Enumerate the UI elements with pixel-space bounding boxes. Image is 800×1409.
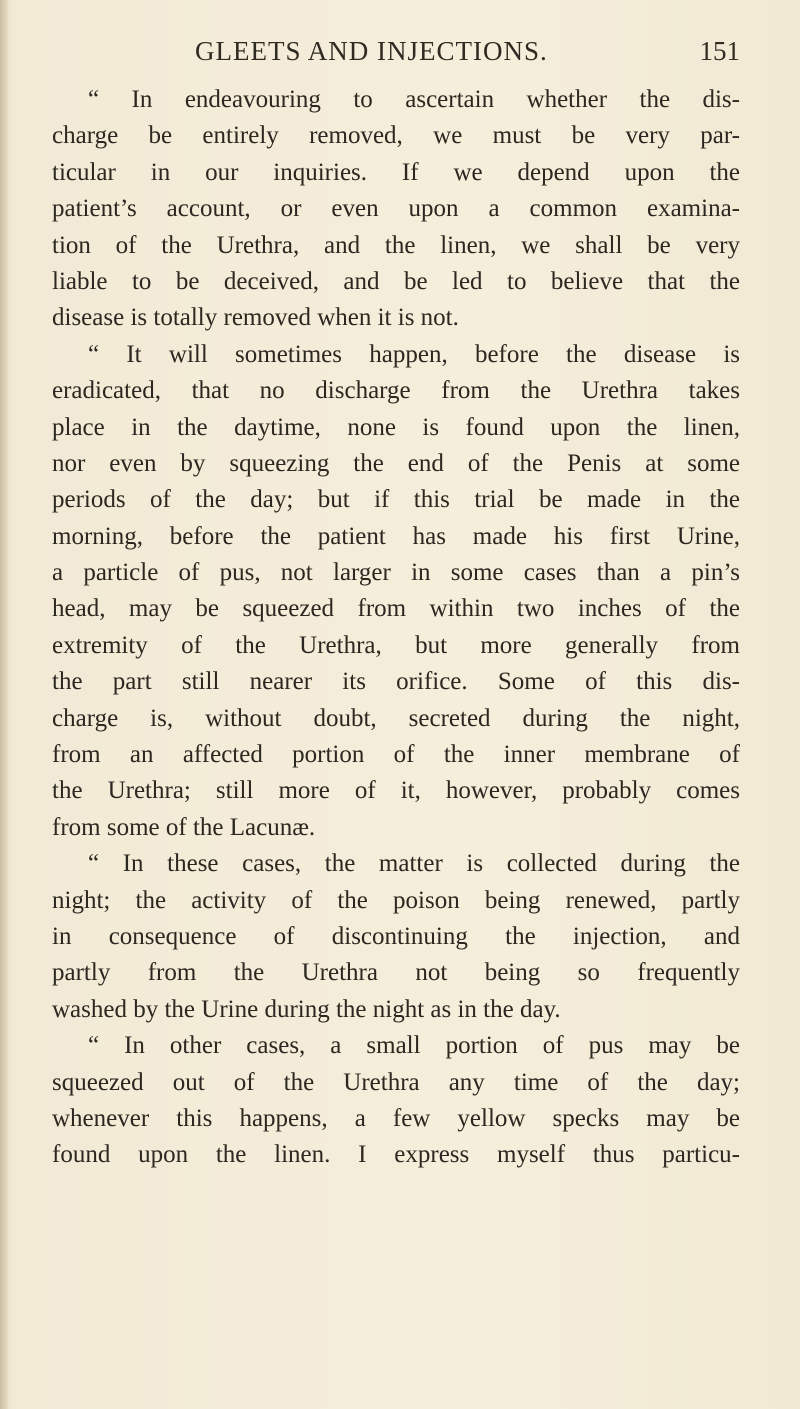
text-line: a particle of pus, not larger in some cases than a pin’s <box>52 559 740 587</box>
text-line: nor even by squeezing the end of the Penis at some <box>52 449 740 477</box>
page-gutter-shadow <box>0 0 9 1409</box>
text-line: place in the daytime, none is found upon the linen, <box>52 413 740 441</box>
text-line: eradicated, that no discharge from the Urethra takes <box>52 377 740 405</box>
paragraph-3 <box>52 846 740 1028</box>
paragraph-2 <box>52 337 740 846</box>
page-number: 151 <box>699 36 740 66</box>
text-line: patient’s account, or even upon a common examina- <box>52 195 740 223</box>
text-line: washed by the Urine during the night as in the day. <box>52 995 561 1023</box>
text-line: the part still nearer its orifice. Some of this dis- <box>52 668 740 696</box>
text-line: “ In these cases, the matter is collected during the <box>88 850 740 878</box>
text-line: ticular in our inquiries. If we depend upon the <box>52 158 740 186</box>
text-line: head, may be squeezed from within two inches of the <box>52 595 740 623</box>
text-line: found upon the linen. I express myself thus particu- <box>52 1141 740 1169</box>
running-head: GLEETS AND INJECTIONS. <box>195 36 548 66</box>
text-line: whenever this happens, a few yellow specks may be <box>52 1104 740 1132</box>
paragraph-4 <box>52 1028 740 1174</box>
text-line: “ It will sometimes happen, before the disease is <box>88 340 740 368</box>
text-line: squeezed out of the Urethra any time of the day; <box>52 1068 740 1096</box>
text-line: partly from the Urethra not being so frequently <box>52 959 740 987</box>
text-line: in consequence of discontinuing the injection, and <box>52 922 740 950</box>
text-line: morning, before the patient has made his first Urine, <box>52 522 740 550</box>
text-line: extremity of the Urethra, but more generally from <box>52 631 740 659</box>
text-line: charge be entirely removed, we must be very par- <box>52 122 740 150</box>
text-line: “ In endeavouring to ascertain whether the dis- <box>88 86 740 113</box>
page-header <box>40 36 740 76</box>
text-line: night; the activity of the poison being renewed, partly <box>52 886 740 914</box>
text-line: from an affected portion of the inner membrane of <box>52 741 740 769</box>
text-line: periods of the day; but if this trial be made in the <box>52 486 740 514</box>
body-text <box>52 82 740 1174</box>
text-line: “ In other cases, a small portion of pus may be <box>88 1032 740 1060</box>
text-line: disease is totally removed when it is not. <box>52 304 459 332</box>
text-line: from some of the Lacunæ. <box>52 813 316 841</box>
paragraph-1 <box>52 82 740 337</box>
text-line: liable to be deceived, and be led to believe that the <box>52 267 740 295</box>
text-line: the Urethra; still more of it, however, probably comes <box>52 777 740 805</box>
text-line: charge is, without doubt, secreted during the night, <box>52 704 740 732</box>
text-line: tion of the Urethra, and the linen, we shall be very <box>52 231 740 259</box>
